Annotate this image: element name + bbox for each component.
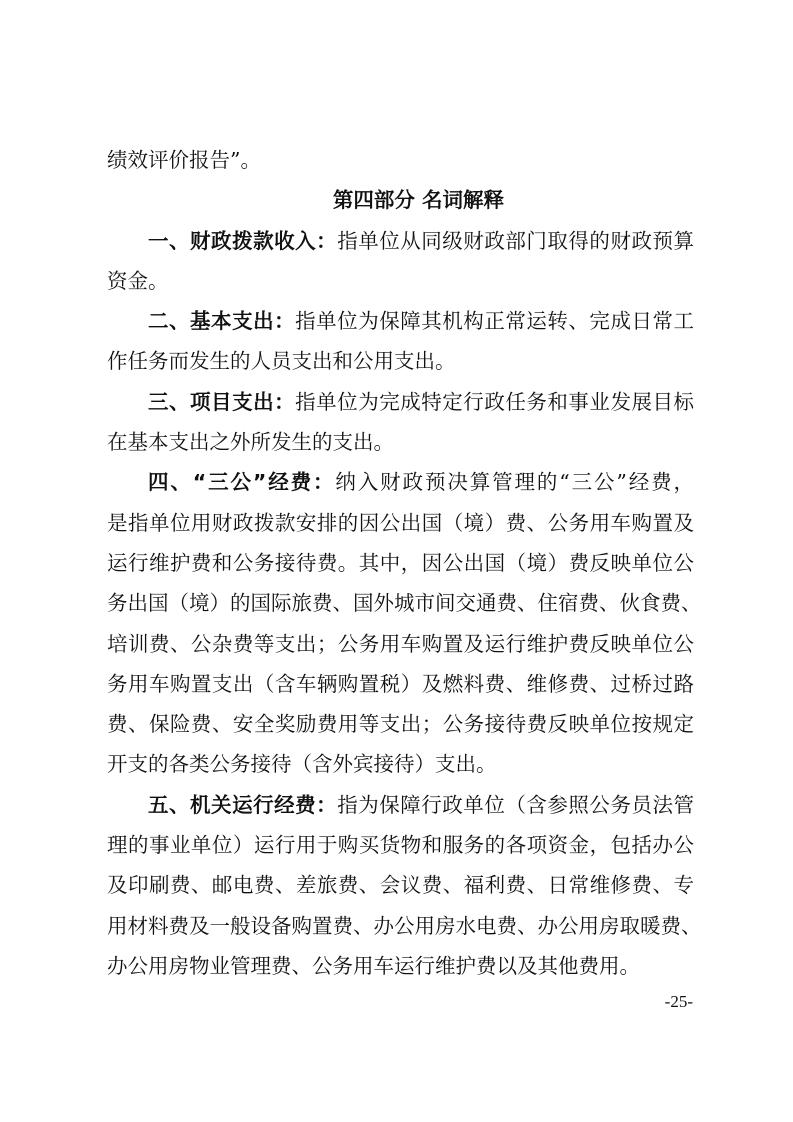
definition-text: 指为保障行政单位（含参照公务员法管 [337, 792, 695, 817]
definition-item [107, 221, 694, 302]
definition-line [107, 301, 694, 341]
definition-item [107, 382, 694, 463]
definition-term: 四、“三公”经费： [148, 470, 336, 495]
definition-text: 务出国（境）的国际旅费、国外城市间交通费、住宿费、伙食费、 [107, 591, 702, 616]
definition-text: 纳入财政预决算管理的“三公”经费， [335, 470, 694, 495]
definition-text: 指单位从同级财政部门取得的财政预算 [337, 228, 695, 253]
section-title: 第四部分 名词解释 [332, 188, 505, 213]
definition-term: 三、项目支出： [148, 389, 296, 414]
definition-line [107, 341, 694, 381]
definition-line [107, 543, 694, 583]
definition-line [107, 583, 702, 623]
definition-text: 理的事业单位）运行用于购买货物和服务的各项资金，包括办公 [107, 833, 694, 858]
definition-line [107, 906, 702, 946]
definition-line [107, 946, 694, 986]
definition-text: 指单位为完成特定行政任务和事业发展目标 [295, 389, 694, 414]
definition-line [107, 503, 694, 543]
definition-text: 是指单位用财政拨款安排的因公出国（境）费、公务用车购置及 [107, 510, 694, 535]
definition-line [107, 704, 694, 744]
definition-line [107, 462, 694, 502]
definition-line [107, 825, 694, 865]
definitions-list [107, 221, 702, 987]
definition-text: 开支的各类公务接待（含外宾接待）支出。 [107, 752, 497, 777]
definition-text: 务用车购置支出（含车辆购置税）及燃料费、维修费、过桥过路 [107, 671, 694, 696]
definition-line [107, 422, 694, 462]
definition-text: 及印刷费、邮电费、差旅费、会议费、福利费、日常维修费、专 [107, 873, 694, 898]
definition-line [107, 221, 694, 261]
definition-text: 指单位为保障其机构正常运转、完成日常工 [295, 309, 694, 334]
intro-tail: 绩效评价报告”。 [107, 148, 261, 172]
definition-term: 一、财政拨款收入： [148, 228, 338, 253]
definition-line [107, 744, 694, 784]
definition-text: 作任务而发生的人员支出和公用支出。 [107, 349, 456, 374]
definition-text: 在基本支出之外所发生的支出。 [107, 430, 394, 455]
definition-text: 用材料费及一般设备购置费、办公用房水电费、办公用房取暖费、 [107, 913, 702, 938]
definition-text: 费、保险费、安全奖励费用等支出；公务接待费反映单位按规定 [107, 712, 694, 737]
document-body [107, 140, 702, 986]
definition-text: 培训费、公杂费等支出；公务用车购置及运行维护费反映单位公 [107, 631, 694, 656]
definition-text: 运行维护费和公务接待费。其中，因公出国（境）费反映单位公 [107, 550, 694, 575]
definition-term: 五、机关运行经费： [148, 792, 338, 817]
definition-line [107, 261, 694, 301]
definition-text: 资金。 [107, 268, 169, 293]
definition-text: 办公用房物业管理费、公务用车运行维护费以及其他费用。 [107, 953, 640, 978]
definition-line [107, 664, 694, 704]
definition-item [107, 785, 702, 986]
definition-item [107, 301, 694, 382]
definition-line [107, 382, 694, 422]
definition-item [107, 462, 702, 784]
definition-line [107, 624, 694, 664]
page-number: -25- [664, 992, 693, 1011]
definition-term: 二、基本支出： [148, 309, 296, 334]
definition-line [107, 785, 694, 825]
definition-line [107, 865, 694, 905]
